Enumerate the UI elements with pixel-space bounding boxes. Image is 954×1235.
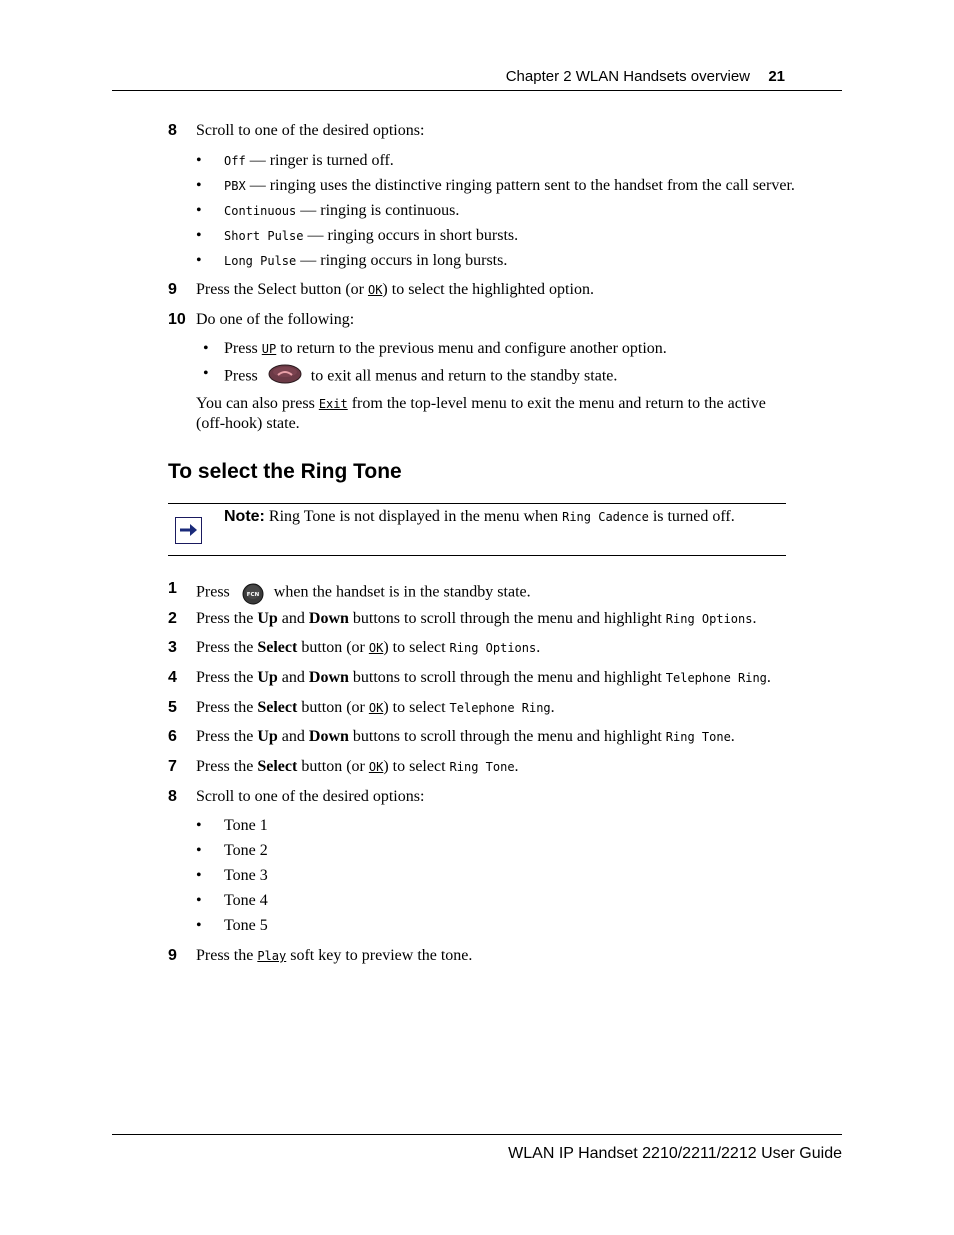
text-segment: and — [277, 669, 309, 686]
softkey-label: UP — [261, 342, 277, 356]
display-text: Long Pulse — [224, 254, 297, 268]
text-segment: Press — [196, 583, 230, 601]
tone-option: Tone 1 — [224, 817, 268, 834]
text-segment: Press the — [196, 728, 258, 745]
step-text — [196, 280, 594, 300]
sub-step — [224, 339, 667, 359]
display-text: Short Pulse — [224, 229, 304, 243]
arrow-right-icon — [175, 517, 202, 544]
text-segment: Press the Select button (or — [196, 281, 368, 298]
text-segment: from the top-level menu to exit the menu and return to the active — [347, 395, 766, 412]
step-text — [196, 668, 771, 688]
guide-title: WLAN IP Handset 2210/2211/2212 User Guide — [508, 1145, 842, 1162]
text-segment: You can also press — [196, 395, 319, 412]
button-name: Up — [257, 669, 278, 686]
text-segment: . — [536, 639, 541, 656]
text-segment: button (or — [297, 758, 369, 775]
option-item — [224, 151, 394, 171]
step-number: 4 — [168, 669, 177, 686]
page-header — [112, 66, 842, 91]
display-text: Continuous — [224, 204, 297, 218]
text-segment: Press — [224, 340, 262, 357]
bullet: • — [196, 842, 202, 859]
softkey-label: OK — [368, 760, 384, 774]
text-segment: Press the — [196, 610, 258, 627]
button-name: Select — [257, 699, 298, 716]
fcn-label: FCN — [246, 592, 259, 598]
step-number: 7 — [168, 758, 177, 775]
bullet: • — [196, 917, 202, 934]
text-segment: Press — [224, 367, 258, 385]
text-segment: . — [514, 758, 519, 775]
text-segment: Press the — [196, 669, 258, 686]
option-description: — ringing uses the distinctive ringing pattern sent to the handset from the call server. — [245, 177, 795, 194]
softkey-label: OK — [367, 283, 383, 297]
sub-step — [224, 364, 617, 390]
text-segment: when the handset is in the standby state. — [273, 583, 531, 601]
step-number: 5 — [168, 699, 177, 716]
tone-option: Tone 3 — [224, 867, 268, 884]
page-footer — [112, 1134, 842, 1162]
option-item — [224, 226, 518, 246]
step-text — [196, 727, 735, 747]
button-name: Down — [308, 610, 349, 627]
button-name: Select — [257, 639, 298, 656]
display-text: Ring Cadence — [562, 510, 649, 524]
step-number: 8 — [168, 122, 177, 139]
step-number: 9 — [168, 281, 177, 298]
text-segment: to return to the previous menu and configure another option. — [276, 340, 667, 357]
note-paragraph — [196, 394, 766, 414]
text-segment: button (or — [297, 639, 369, 656]
tone-option: Tone 5 — [224, 917, 268, 934]
text-segment: Press the — [196, 639, 258, 656]
softkey-label: Play — [257, 949, 287, 963]
text-segment: . — [752, 610, 757, 627]
text-segment: soft key to preview the tone. — [286, 947, 473, 964]
bullet: • — [196, 817, 202, 834]
bullet: • — [196, 867, 202, 884]
softkey-label: OK — [368, 701, 384, 715]
softkey-label: Exit — [318, 397, 348, 411]
bullet: • — [196, 892, 202, 909]
tone-option: Tone 2 — [224, 842, 268, 859]
tone-option: Tone 4 — [224, 892, 268, 909]
bullet: • — [196, 152, 202, 169]
display-text: Ring Options — [665, 612, 753, 626]
text-segment: ) to select — [383, 699, 450, 716]
display-text: Telephone Ring — [449, 701, 551, 715]
text-segment: and — [277, 728, 309, 745]
bullet: • — [203, 340, 209, 357]
text-segment: buttons to scroll through the menu and highlight — [348, 728, 666, 745]
text-segment: to exit all menus and return to the standby state. — [310, 367, 618, 385]
chapter-title: Chapter 2 WLAN Handsets overview — [505, 68, 750, 85]
bullet: • — [196, 177, 202, 194]
text-segment: ) to select the highlighted option. — [382, 281, 594, 298]
text-segment: is turned off. — [648, 508, 735, 525]
step-text — [196, 946, 472, 966]
option-item — [224, 251, 507, 271]
step-number: 1 — [168, 580, 177, 597]
text-segment: button (or — [297, 699, 369, 716]
step-number: 6 — [168, 728, 177, 745]
step-text — [196, 579, 531, 607]
button-name: Down — [308, 728, 349, 745]
step-text: Scroll to one of the desired options: — [196, 788, 425, 805]
step-number: 2 — [168, 610, 177, 627]
end-call-button-icon — [268, 364, 302, 390]
section-heading: To select the Ring Tone — [168, 460, 402, 483]
text-segment: Press the — [196, 699, 258, 716]
page-number: 21 — [768, 68, 785, 85]
step-number: 9 — [168, 947, 177, 964]
step-number: 10 — [168, 311, 186, 328]
text-segment: . — [550, 699, 555, 716]
fcn-button-icon — [242, 583, 264, 611]
text-segment: and — [277, 610, 309, 627]
option-description: — ringing is continuous. — [296, 202, 460, 219]
step-text — [196, 698, 555, 718]
note-box — [168, 503, 786, 556]
text-segment: Press the — [196, 758, 258, 775]
text-segment: buttons to scroll through the menu and highlight — [348, 669, 666, 686]
note-label: Note: — [224, 508, 265, 525]
option-description: — ringing occurs in short bursts. — [303, 227, 519, 244]
step-text: Scroll to one of the desired options: — [196, 122, 425, 139]
text-segment: . — [766, 669, 771, 686]
step-text: Do one of the following: — [196, 311, 355, 328]
display-text: Telephone Ring — [665, 671, 767, 685]
text-segment: Press the — [196, 947, 258, 964]
text-segment: Ring Tone is not displayed in the menu when — [264, 508, 563, 525]
text-segment: . — [730, 728, 735, 745]
step-text — [196, 609, 756, 629]
text-segment: buttons to scroll through the menu and highlight — [348, 610, 666, 627]
note-paragraph-line2: (off-hook) state. — [196, 415, 300, 432]
display-text: Ring Tone — [665, 730, 731, 744]
softkey-label: OK — [368, 641, 384, 655]
display-text: PBX — [224, 179, 246, 193]
step-number: 8 — [168, 788, 177, 805]
bullet: • — [196, 202, 202, 219]
display-text: Ring Tone — [449, 760, 515, 774]
note-text — [224, 508, 735, 526]
button-name: Up — [257, 610, 278, 627]
text-segment: ) to select — [383, 758, 450, 775]
bullet: • — [196, 252, 202, 269]
button-name: Up — [257, 728, 278, 745]
step-number: 3 — [168, 639, 177, 656]
text-segment: ) to select — [383, 639, 450, 656]
option-item — [224, 201, 459, 221]
option-description: — ringing occurs in long bursts. — [296, 252, 508, 269]
bullet: • — [196, 227, 202, 244]
button-name: Down — [308, 669, 349, 686]
button-name: Select — [257, 758, 298, 775]
option-description: — ringer is turned off. — [245, 152, 394, 169]
step-text — [196, 638, 540, 658]
display-text: Ring Options — [449, 641, 537, 655]
option-item — [224, 176, 795, 196]
display-text: Off — [224, 154, 246, 168]
bullet: • — [203, 365, 209, 382]
step-text — [196, 757, 519, 777]
